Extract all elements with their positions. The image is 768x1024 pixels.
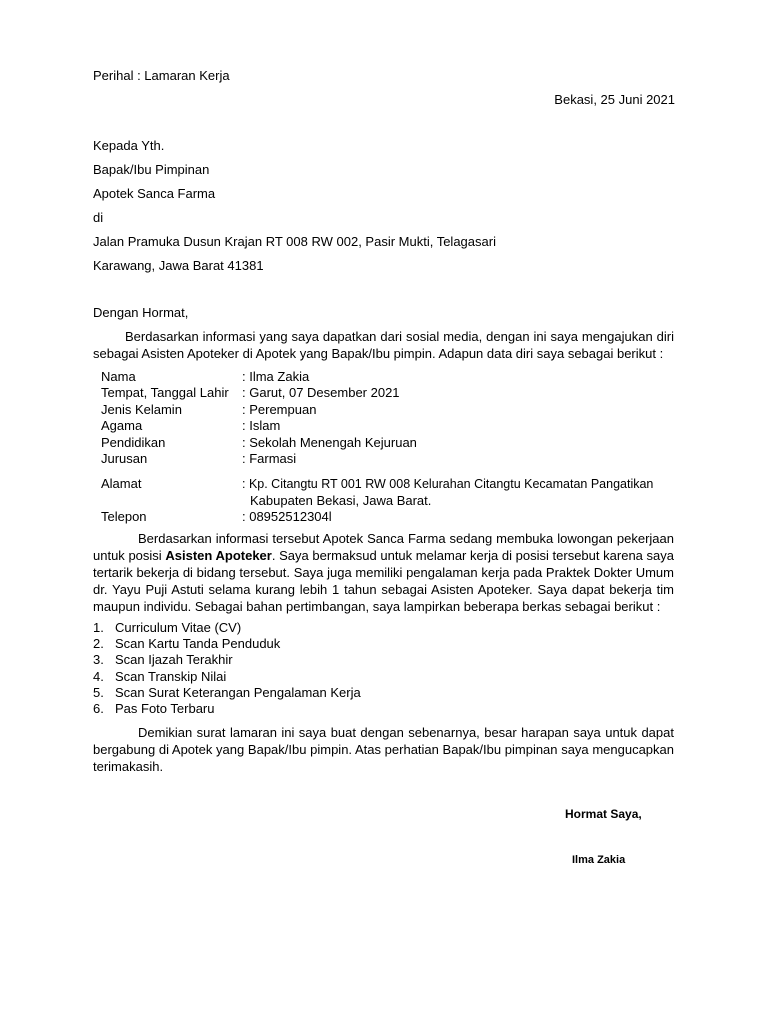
list-item: [93, 620, 361, 636]
biodata-row: [101, 509, 681, 525]
attachment-list: [93, 620, 361, 717]
biodata-label: Jenis Kelamin: [101, 401, 182, 417]
list-item: [93, 669, 361, 685]
recipient-line: di: [93, 210, 104, 225]
address-line-2: Kabupaten Bekasi, Jawa Barat.: [250, 492, 432, 508]
biodata-row: [101, 451, 681, 467]
biodata-value: : Islam: [242, 418, 281, 434]
biodata-value: : 08952512304l: [242, 509, 332, 525]
list-number: 6.: [93, 701, 104, 717]
closing-paragraph: Demikian surat lamaran ini saya buat dengan sebenarnya, besar harapan saya untuk dapat bergabung di Apotek yang Bapak/Ibu pimpin. Atas perhatian Bapak/Ibu pimpinan saya mengucapkan terimakasih.: [93, 725, 674, 774]
biodata-value: : Sekolah Menengah Kejuruan: [242, 434, 417, 450]
list-text: Scan Ijazah Terakhir: [115, 652, 233, 668]
intro-paragraph: Berdasarkan informasi yang saya dapatkan dari sosial media, dengan ini saya mengajukan diri sebagai Asisten Apoteker di Apotek yang Bapak/Ibu pimpin. Adapun data diri saya sebagai berikut :: [93, 329, 674, 361]
body-text-2: . Saya bermaksud untuk melamar kerja di posisi tersebut karena saya tertarik bekerja di bidang tersebut. Saya juga memiliki pengalaman kerja pada Praktek Dokter Umum dr. Yayu Puji Astuti selama kurang lebih 1 tahun sebagai Asisten Apoteker. Saya dapat bekerja tim maupun individu. Sebagai bahan pertimbangan, saya lampirkan beberapa berkas sebagai berikut :: [93, 548, 675, 614]
biodata-label: Nama: [101, 369, 136, 384]
biodata-row: [101, 385, 681, 401]
recipient-line: Jalan Pramuka Dusun Krajan RT 008 RW 002, Pasir Mukti, Telagasari: [93, 234, 496, 249]
biodata-label: Jurusan: [101, 451, 148, 467]
list-text: Pas Foto Terbaru: [115, 701, 215, 717]
body-text-1: Berdasarkan informasi tersebut Apotek Sanca Farma sedang membuka lowongan pekerjaan untuk posisi: [93, 531, 674, 563]
list-text: Curriculum Vitae (CV): [115, 620, 242, 635]
list-number: 5.: [93, 684, 104, 700]
recipient-line: Bapak/Ibu Pimpinan: [93, 162, 210, 177]
biodata-table: [101, 369, 681, 526]
body-paragraph: [93, 530, 674, 615]
regards: Hormat Saya,: [565, 807, 642, 821]
biodata-label: Pendidikan: [101, 434, 166, 450]
list-item: [93, 636, 361, 652]
list-number: 4.: [93, 668, 104, 684]
list-number: 1.: [93, 620, 104, 635]
biodata-value: : Garut, 07 Desember 2021: [242, 385, 400, 401]
list-item: [93, 685, 361, 701]
biodata-row: [101, 418, 681, 434]
biodata-row: [101, 369, 681, 385]
biodata-label: Telepon: [101, 509, 147, 525]
address-line-1: : Kp. Citangtu RT 001 RW 008 Kelurahan Citangtu Kecamatan Pangatikan: [242, 477, 654, 492]
biodata-value: : Farmasi: [242, 451, 297, 467]
subject-line: Perihal : Lamaran Kerja: [93, 68, 230, 83]
biodata-value: : Ilma Zakia: [242, 369, 310, 384]
list-number: 2.: [93, 636, 104, 652]
position-emphasis: Asisten Apoteker: [165, 548, 272, 563]
biodata-label: Alamat: [101, 476, 142, 492]
list-number: 3.: [93, 652, 104, 668]
list-text: Scan Surat Keterangan Pengalaman Kerja: [115, 684, 361, 700]
recipient-line: Kepada Yth.: [93, 138, 165, 153]
biodata-label: Tempat, Tanggal Lahir: [101, 385, 229, 401]
list-text: Scan Kartu Tanda Penduduk: [115, 636, 281, 652]
recipient-line: Karawang, Jawa Barat 41381: [93, 258, 264, 273]
list-item: [93, 652, 361, 668]
biodata-label: Agama: [101, 418, 143, 434]
biodata-row: [101, 476, 681, 509]
recipient-line: Apotek Sanca Farma: [93, 186, 216, 201]
list-item: [93, 701, 361, 717]
biodata-row: [101, 435, 681, 451]
place-date: Bekasi, 25 Juni 2021: [554, 92, 675, 107]
biodata-value: : Perempuan: [242, 401, 317, 417]
list-text: Scan Transkip Nilai: [115, 668, 227, 684]
biodata-row: [101, 402, 681, 418]
biodata-value: [242, 476, 681, 509]
salutation: Dengan Hormat,: [93, 305, 189, 320]
signature-name: Ilma Zakia: [572, 854, 626, 866]
